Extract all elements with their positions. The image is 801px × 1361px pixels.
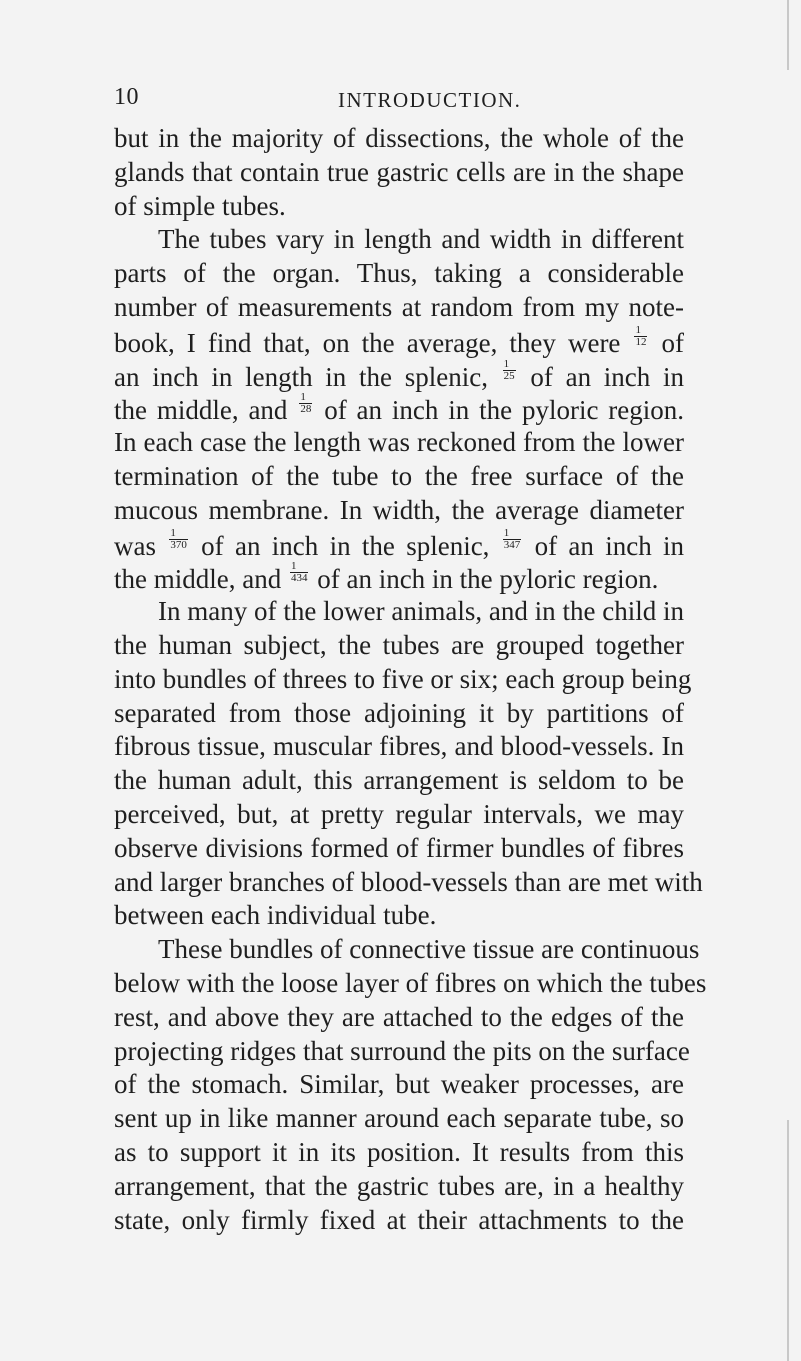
text-line: and larger branches of blood-vessels than are met with — [114, 866, 703, 897]
text-line: separated from those adjoining it by partitions of — [114, 697, 684, 728]
fraction-numerator: 1 — [169, 528, 188, 540]
text-line: state, only firmly fixed at their attachments to the — [114, 1204, 684, 1235]
text-line: These bundles of connective tissue are continuous — [158, 934, 700, 965]
text-line: parts of the organ. Thus, taking a considerable — [114, 258, 684, 289]
fraction-denominator: 12 — [635, 335, 647, 348]
fraction — [297, 392, 314, 415]
text-line — [114, 325, 684, 359]
text-segment: was — [114, 530, 156, 561]
text-line — [114, 561, 684, 595]
text-line: termination of the tube to the free surface of the — [114, 460, 684, 491]
text-line: as to support it in its position. It results from this — [114, 1136, 684, 1167]
body-text — [114, 122, 707, 1237]
text-line: below with the loose layer of fibres on which the tubes — [114, 967, 707, 998]
text-segment: of — [661, 327, 685, 358]
page-header — [0, 84, 801, 116]
text-line — [114, 359, 684, 393]
fraction — [288, 561, 311, 584]
text-segment: of an inch in the pyloric region. — [317, 564, 659, 595]
text-segment: of an inch in — [530, 361, 684, 392]
text-line: sent up in like manner around each separate tube, so — [114, 1103, 684, 1134]
text-line: fibrous tissue, muscular fibres, and blood-vessels. In — [114, 731, 684, 762]
fraction — [167, 528, 190, 551]
text-segment: the middle, and — [114, 564, 282, 595]
text-line: of the stomach. Similar, but weaker processes, are — [114, 1069, 684, 1100]
text-segment: the middle, and — [114, 395, 288, 426]
fraction-denominator: 347 — [503, 538, 521, 551]
text-segment: of an inch in the pyloric region. — [324, 395, 685, 426]
fraction-numerator: 1 — [634, 325, 647, 337]
text-line: In each case the length was reckoned from the lower — [114, 427, 684, 458]
text-line: observe divisions formed of firmer bundles of fibres — [114, 832, 684, 863]
fraction-denominator: 434 — [290, 572, 308, 585]
text-line — [114, 392, 684, 426]
fraction-numerator: 1 — [503, 528, 522, 540]
text-segment: an inch in length in the splenic, — [114, 361, 488, 392]
text-line: into bundles of threes to five or six; each group being — [114, 663, 692, 694]
text-line: rest, and above they are attached to the edges of the — [114, 1001, 684, 1032]
fraction-denominator: 25 — [503, 369, 515, 382]
scan-edge-mark — [787, 1120, 789, 1361]
text-line: the human adult, this arrangement is seldom to be — [114, 765, 684, 796]
text-line: In many of the lower animals, and in the child in — [158, 596, 684, 627]
scan-edge-mark — [787, 0, 789, 70]
running-title: INTRODUCTION. — [338, 88, 522, 112]
fraction — [501, 528, 524, 551]
fraction-numerator: 1 — [503, 359, 516, 371]
text-segment: book, I find that, on the average, they were — [114, 327, 621, 358]
text-line — [114, 528, 684, 562]
fraction-numerator: 1 — [290, 561, 309, 573]
text-line: glands that contain true gastric cells are in the shape — [114, 156, 684, 187]
text-line: arrangement, that the gastric tubes are, in a healthy — [114, 1170, 684, 1201]
page-number: 10 — [114, 84, 139, 110]
text-line: mucous membrane. In width, the average diameter — [114, 494, 684, 525]
text-line: perceived, but, at pretty regular intervals, we may — [114, 798, 684, 829]
text-line: The tubes vary in length and width in different — [158, 224, 684, 255]
text-line: projecting ridges that surround the pits on the surface — [114, 1035, 690, 1066]
text-line: the human subject, the tubes are grouped together — [114, 629, 684, 660]
text-segment: of an inch in — [534, 530, 685, 561]
text-line: but in the majority of dissections, the whole of the — [114, 123, 684, 153]
text-segment: of an inch in the splenic, — [201, 530, 490, 561]
text-line: number of measurements at random from my note- — [114, 291, 684, 322]
fraction-denominator: 28 — [300, 403, 312, 416]
fraction — [632, 325, 649, 348]
fraction-numerator: 1 — [299, 392, 312, 404]
text-line: between each individual tube. — [114, 900, 437, 931]
fraction — [501, 359, 518, 382]
text-line: of simple tubes. — [114, 190, 286, 221]
fraction-denominator: 370 — [170, 538, 187, 551]
